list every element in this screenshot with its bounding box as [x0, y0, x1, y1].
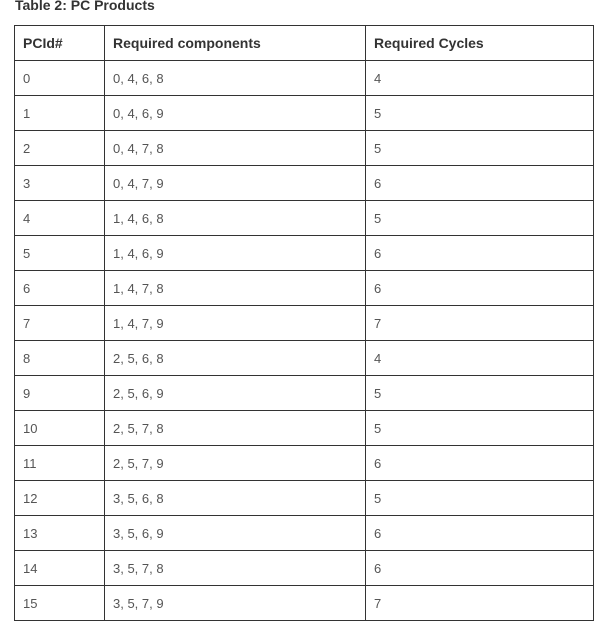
- cell-pcid: 5: [15, 236, 105, 271]
- cell-required-components: 2, 5, 7, 9: [105, 446, 366, 481]
- table-row: [15, 516, 594, 551]
- cell-required-cycles: 6: [366, 271, 594, 306]
- table-row: [15, 446, 594, 481]
- table-row: [15, 376, 594, 411]
- table-row: [15, 271, 594, 306]
- cell-pcid: 11: [15, 446, 105, 481]
- table-row: [15, 481, 594, 516]
- table-row: [15, 131, 594, 166]
- cell-pcid: 13: [15, 516, 105, 551]
- table-row: [15, 341, 594, 376]
- column-header-pcid: PCId#: [15, 26, 105, 61]
- cell-required-components: 3, 5, 7, 9: [105, 586, 366, 621]
- cell-required-components: 3, 5, 7, 8: [105, 551, 366, 586]
- cell-pcid: 3: [15, 166, 105, 201]
- table-row: [15, 61, 594, 96]
- cell-required-cycles: 6: [366, 551, 594, 586]
- table-row: [15, 201, 594, 236]
- table-body: [15, 61, 594, 621]
- cell-pcid: 15: [15, 586, 105, 621]
- column-header-required-cycles: Required Cycles: [366, 26, 594, 61]
- column-header-required-components: Required components: [105, 26, 366, 61]
- cell-required-cycles: 5: [366, 376, 594, 411]
- cell-required-cycles: 6: [366, 236, 594, 271]
- cell-pcid: 2: [15, 131, 105, 166]
- cell-pcid: 10: [15, 411, 105, 446]
- table-row: [15, 306, 594, 341]
- cell-required-components: 2, 5, 7, 8: [105, 411, 366, 446]
- table-row: [15, 411, 594, 446]
- cell-required-components: 2, 5, 6, 9: [105, 376, 366, 411]
- cell-required-cycles: 7: [366, 306, 594, 341]
- cell-required-cycles: 7: [366, 586, 594, 621]
- cell-required-cycles: 5: [366, 131, 594, 166]
- cell-required-components: 3, 5, 6, 9: [105, 516, 366, 551]
- cell-pcid: 8: [15, 341, 105, 376]
- cell-required-cycles: 5: [366, 201, 594, 236]
- cell-required-components: 2, 5, 6, 8: [105, 341, 366, 376]
- cell-pcid: 7: [15, 306, 105, 341]
- cell-pcid: 4: [15, 201, 105, 236]
- cell-required-components: 1, 4, 6, 8: [105, 201, 366, 236]
- table-row: [15, 236, 594, 271]
- table-row: [15, 551, 594, 586]
- cell-pcid: 14: [15, 551, 105, 586]
- cell-required-cycles: 4: [366, 61, 594, 96]
- pc-products-table: [14, 25, 594, 621]
- cell-required-components: 1, 4, 6, 9: [105, 236, 366, 271]
- cell-pcid: 6: [15, 271, 105, 306]
- cell-pcid: 1: [15, 96, 105, 131]
- cell-pcid: 9: [15, 376, 105, 411]
- cell-required-cycles: 5: [366, 96, 594, 131]
- table-row: [15, 166, 594, 201]
- cell-required-cycles: 6: [366, 446, 594, 481]
- table-caption: Table 2: PC Products: [15, 0, 155, 13]
- cell-required-cycles: 5: [366, 411, 594, 446]
- cell-required-cycles: 6: [366, 166, 594, 201]
- cell-required-components: 1, 4, 7, 8: [105, 271, 366, 306]
- table-row: [15, 96, 594, 131]
- cell-required-components: 0, 4, 7, 8: [105, 131, 366, 166]
- cell-pcid: 0: [15, 61, 105, 96]
- cell-required-components: 1, 4, 7, 9: [105, 306, 366, 341]
- cell-pcid: 12: [15, 481, 105, 516]
- table-row: [15, 586, 594, 621]
- cell-required-components: 3, 5, 6, 8: [105, 481, 366, 516]
- cell-required-cycles: 4: [366, 341, 594, 376]
- cell-required-components: 0, 4, 6, 8: [105, 61, 366, 96]
- table-header-row: [15, 26, 594, 61]
- cell-required-components: 0, 4, 7, 9: [105, 166, 366, 201]
- cell-required-cycles: 5: [366, 481, 594, 516]
- cell-required-components: 0, 4, 6, 9: [105, 96, 366, 131]
- cell-required-cycles: 6: [366, 516, 594, 551]
